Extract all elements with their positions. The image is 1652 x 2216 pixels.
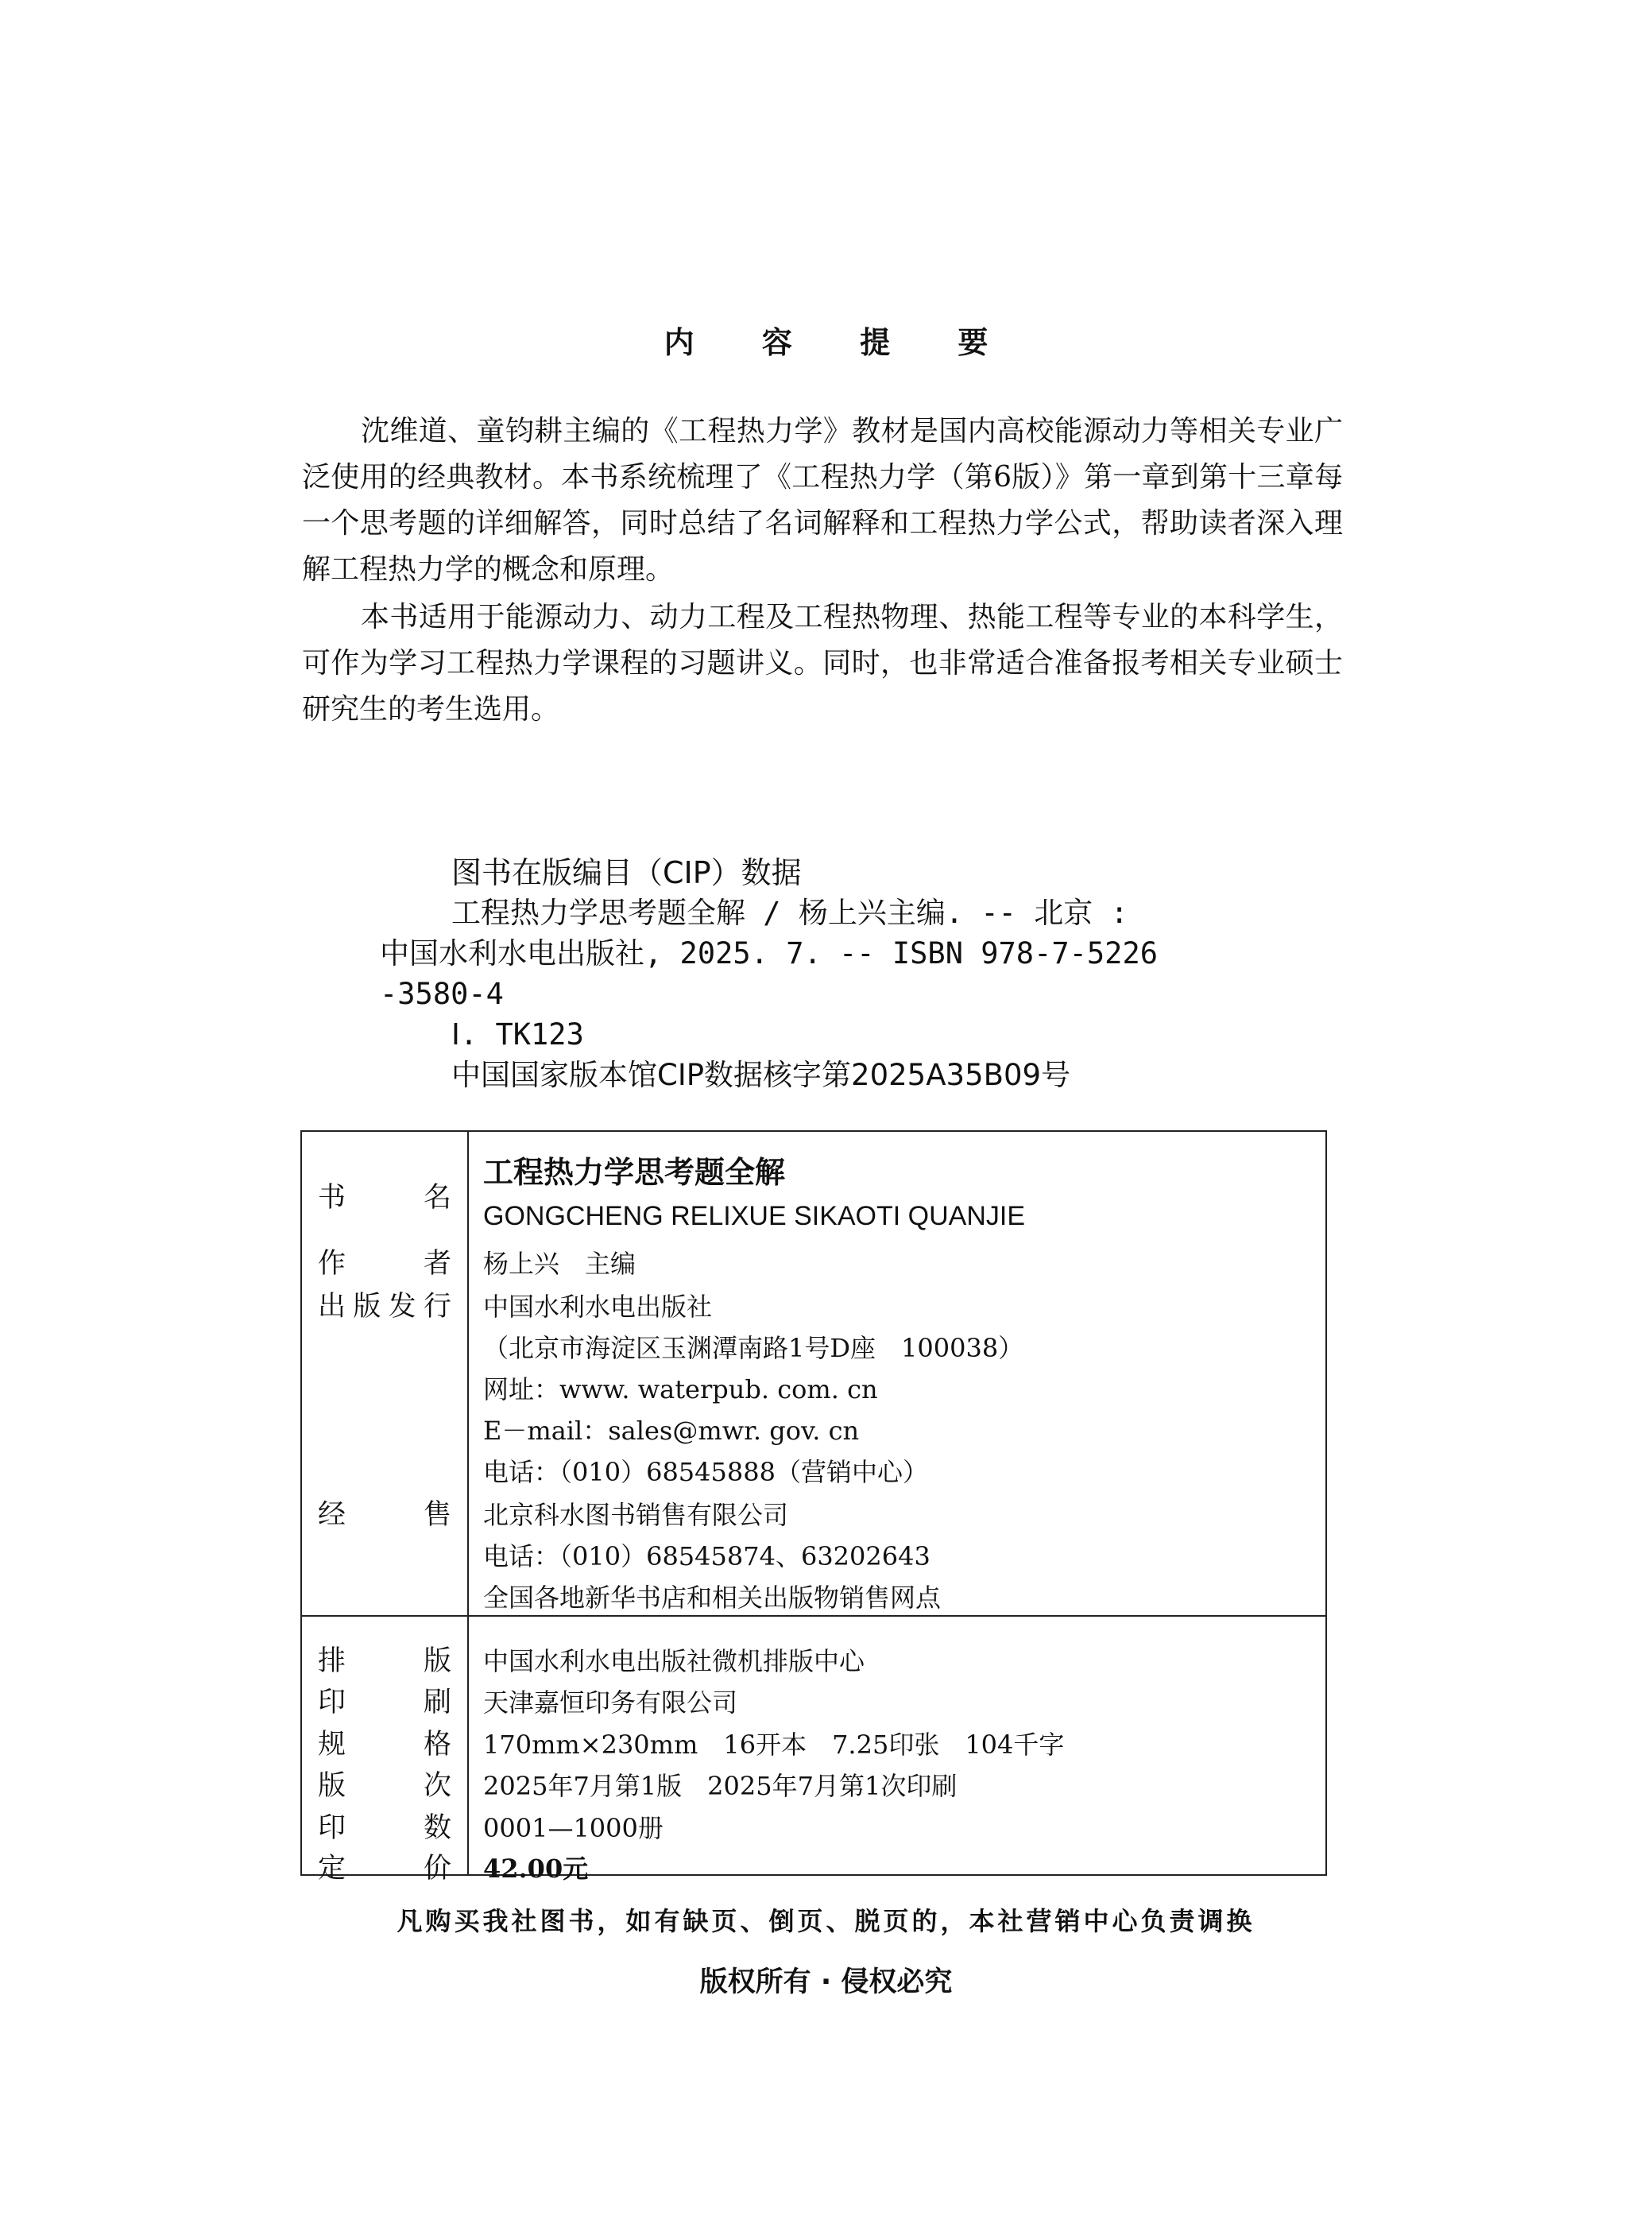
cip-line-classification: Ⅰ. TK123	[451, 1017, 584, 1052]
print-run-value: 0001—1000册	[483, 1813, 664, 1843]
book-title: 工程热力学思考题全解	[483, 1155, 786, 1190]
publisher-phone: 电话：（010）68545888（营销中心）	[483, 1457, 928, 1487]
label-printing: 印刷	[318, 1687, 451, 1718]
label-typesetting: 排版	[318, 1645, 451, 1677]
label-distributor: 经售	[318, 1499, 451, 1531]
copyright-table	[300, 1130, 1327, 1876]
label-spec: 规格	[318, 1729, 451, 1761]
table-column-divider	[467, 1130, 469, 1876]
table-row-divider	[300, 1615, 1327, 1617]
label-price: 定价	[318, 1853, 451, 1885]
publisher-value: 中国水利水电出版社	[483, 1292, 713, 1322]
label-author: 作者	[318, 1248, 451, 1280]
cip-heading: 图书在版编目（CIP）数据	[451, 855, 802, 890]
book-title-pinyin: GONGCHENG RELIXUE SIKAOTI QUANJIE	[483, 1201, 1026, 1231]
cip-line-publisher: 中国水利水电出版社, 2025. 7. -- ISBN 978-7-5226	[380, 936, 1158, 970]
label-edition: 版次	[318, 1770, 451, 1802]
edition-value: 2025年7月第1版 2025年7月第1次印刷	[483, 1771, 958, 1801]
summary-paragraph-2: 本书适用于能源动力、动力工程及工程热物理、热能工程等专业的本科学生，可作为学习工程热力学课程的习题讲义。同时，也非常适合准备报考相关专业硕士研究生的考生选用。	[302, 601, 1343, 726]
summary-paragraph-1: 沈维道、童钧耕主编的《工程热力学》教材是国内高校能源动力等相关专业广泛使用的经典教材。本书系统梳理了《工程热力学（第6版）》第一章到第十三章每一个思考题的详细解答，同时总结了名词解释和工程热力学公式，帮助读者深入理解工程热力学的概念和原理。	[302, 415, 1343, 586]
rights-notice: 版权所有 · 侵权必究	[699, 1966, 953, 1998]
cip-line-title: 工程热力学思考题全解 / 杨上兴主编. -- 北京 :	[451, 896, 1128, 930]
publisher-email: E－mail：sales@mwr. gov. cn	[483, 1416, 860, 1446]
price-value: 42.00元	[483, 1854, 589, 1884]
publisher-address: （北京市海淀区玉渊潭南路1号D座 100038）	[483, 1333, 1024, 1363]
label-book-name: 书名	[318, 1182, 451, 1214]
label-publisher: 出版发行	[318, 1291, 451, 1323]
distributor-phone: 电话：（010）68545874、63202643	[483, 1541, 930, 1571]
distributor-outlets: 全国各地新华书店和相关出版物销售网点	[483, 1583, 942, 1613]
spec-value: 170mm×230mm 16开本 7.25印张 104千字	[483, 1730, 1065, 1760]
summary-title: 内 容 提 要	[664, 325, 1017, 360]
distributor-value: 北京科水图书销售有限公司	[483, 1500, 789, 1530]
author-value: 杨上兴 主编	[483, 1249, 636, 1279]
typesetting-value: 中国水利水电出版社微机排版中心	[483, 1646, 865, 1676]
replacement-notice: 凡购买我社图书，如有缺页、倒页、脱页的，本社营销中心负责调换	[397, 1906, 1255, 1936]
cip-line-isbn-tail: -3580-4	[380, 977, 504, 1011]
cip-line-verification: 中国国家版本馆CIP数据核字第2025A35B09号	[451, 1058, 1071, 1092]
printing-value: 天津嘉恒印务有限公司	[483, 1687, 738, 1718]
publisher-website: 网址：www. waterpub. com. cn	[483, 1374, 878, 1404]
label-print-run: 印数	[318, 1812, 451, 1844]
